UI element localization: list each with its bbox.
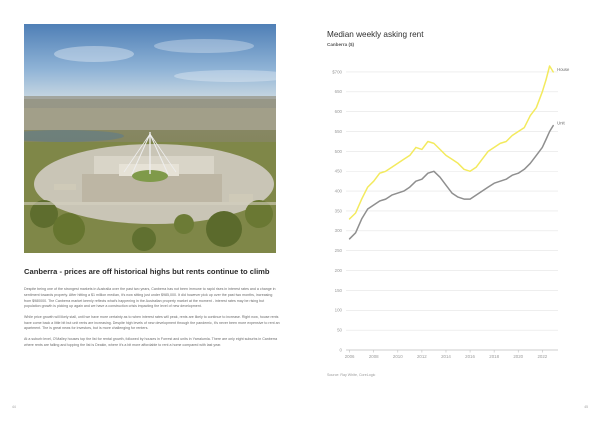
y-tick-label: 550 xyxy=(334,128,342,134)
y-tick-label: 350 xyxy=(334,208,342,214)
y-tick-label: 100 xyxy=(334,307,342,313)
page-number-left: 44 xyxy=(12,405,16,409)
y-tick-label: 250 xyxy=(334,248,342,254)
article-paragraph: Despite being one of the strongest markets in Australia over the past two years, Canberra has not been immune to rapid rises in interest rates and a change in sentiment towards property. After hitting a $1 million median, it's now sitting just under $985,000. It did however pick up over the past two months, increasing from $980000. The Canberra market keenly reflects what's happening in the Australian property market at the moment - interest rates may be rising but population growth is picking up again and we have a construction crisis impacting the level of new development. xyxy=(24,287,276,309)
series-label-house: House xyxy=(557,66,570,72)
y-tick-label: 300 xyxy=(334,228,342,234)
chart-title: Median weekly asking rent xyxy=(327,30,424,39)
chart-source: Source: Ray White, CoreLogic xyxy=(327,373,376,377)
rent-line-chart xyxy=(324,54,586,364)
y-tick-label: 600 xyxy=(334,109,342,115)
y-tick-label: 500 xyxy=(334,148,342,154)
x-tick-label: 2014 xyxy=(441,354,451,359)
x-tick-label: 2012 xyxy=(416,354,427,359)
parliament-house-aerial-photo xyxy=(24,24,276,253)
x-tick-label: 2006 xyxy=(344,354,355,359)
article-paragraph: While price growth will likely stall, until we have more certainty as to when interest rates will peak, rents are likely to continue to increase. Right now, house rents have come back a little bit but unit rents are increasing. Despite high levels of new development through the pandemic, it's never been more expensive to rent an apartment. The is great news for investors, but is more challenging for renters. xyxy=(24,314,280,331)
y-tick-label: 0 xyxy=(339,347,342,353)
series-label-unit: Unit xyxy=(557,120,565,126)
y-tick-label: $700 xyxy=(332,69,342,75)
article-body xyxy=(24,287,280,353)
article-heading: Canberra - prices are off historical highs but rents continue to climb xyxy=(24,267,270,276)
series-line-house xyxy=(350,66,554,219)
series-line-unit xyxy=(350,126,554,239)
y-tick-label: 150 xyxy=(334,287,342,293)
x-tick-label: 2008 xyxy=(368,354,379,359)
y-tick-label: 450 xyxy=(334,168,342,174)
x-tick-label: 2016 xyxy=(465,354,475,359)
y-tick-label: 50 xyxy=(337,327,342,333)
page-number-right: 45 xyxy=(584,405,588,409)
aerial-photo-image xyxy=(24,24,276,253)
y-tick-label: 400 xyxy=(334,188,342,194)
article-paragraph: At a suburb level, O'Malley houses top the list for rental growth, followed by houses in Forrest and units in Yarralumla. There are only eight suburbs in Canberra where rents are falling and topping the list is Deakin, where it's a bit more affordable to rent a home compared with last year. xyxy=(24,336,278,347)
y-tick-label: 200 xyxy=(334,267,342,273)
y-tick-label: 650 xyxy=(334,89,342,95)
x-tick-label: 2018 xyxy=(489,354,500,359)
x-tick-label: 2010 xyxy=(392,354,403,359)
chart-subtitle: Canberra ($) xyxy=(327,42,355,47)
x-tick-label: 2020 xyxy=(513,354,524,359)
x-tick-label: 2022 xyxy=(537,354,548,359)
